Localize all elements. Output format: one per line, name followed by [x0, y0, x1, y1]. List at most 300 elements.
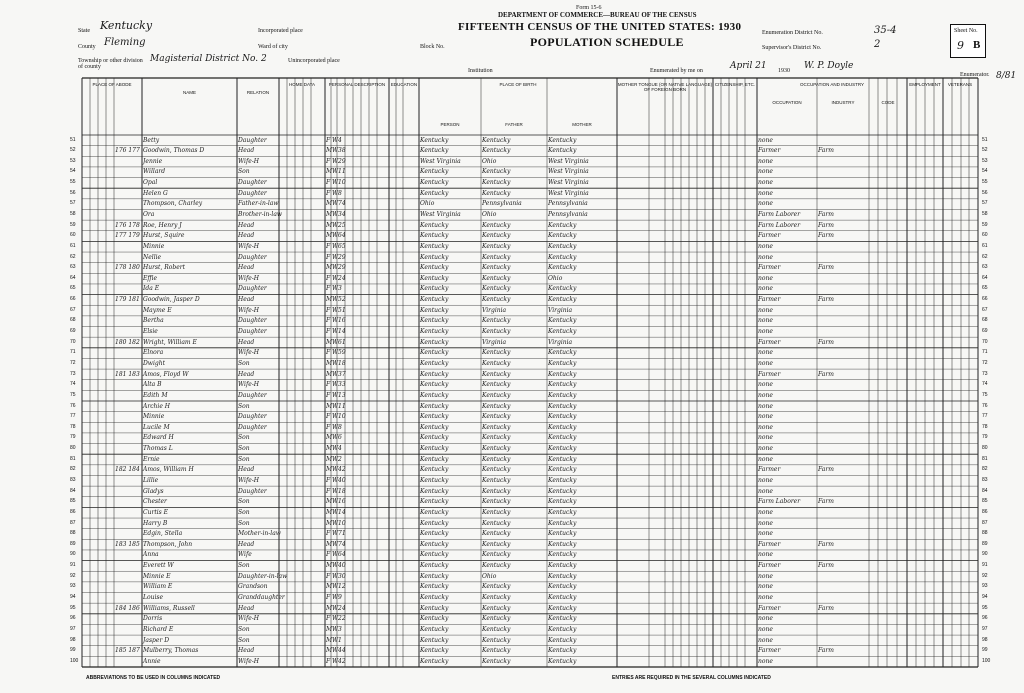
birthplace-father: Kentucky	[482, 274, 511, 282]
occupation: Farmer	[758, 370, 781, 378]
relation-to-head: Head	[238, 604, 255, 612]
sex: M	[326, 210, 333, 218]
person-name: Ora	[143, 210, 155, 218]
person-name: Curtis E	[143, 508, 169, 516]
state-label: State	[78, 28, 90, 34]
sex: F	[326, 274, 331, 282]
birthplace-person: Kentucky	[420, 445, 449, 453]
occupation: Farmer	[758, 147, 781, 155]
sheet-number-label: Sheet No.	[954, 28, 978, 34]
header-education: EDUCATION	[390, 82, 418, 87]
line-number-right: 80	[982, 445, 988, 452]
race: W	[332, 636, 339, 644]
race: W	[332, 498, 339, 506]
line-number-right: 52	[982, 147, 988, 154]
birthplace-person: Kentucky	[420, 179, 449, 187]
birthplace-person: Kentucky	[420, 359, 449, 367]
age: 9	[338, 594, 342, 602]
relation-to-head: Wife-H	[238, 615, 260, 623]
occupation: none	[758, 487, 773, 495]
age: 64	[338, 232, 346, 240]
person-name: Ida E	[143, 285, 160, 293]
age: 29	[338, 157, 346, 165]
age: 64	[338, 551, 346, 559]
race: W	[332, 147, 339, 155]
occupation: Farmer	[758, 562, 781, 570]
person-name: Ernie	[143, 455, 160, 463]
relation-to-head: Daughter	[238, 487, 267, 495]
relation-to-head: Son	[238, 445, 250, 453]
sex: F	[326, 317, 331, 325]
birthplace-father: Kentucky	[482, 317, 511, 325]
industry: Farm	[818, 498, 834, 506]
line-number-left: 55	[70, 179, 76, 186]
header-personal-description: PERSONAL DESCRIPTION	[328, 82, 386, 87]
sex: M	[326, 562, 333, 570]
birthplace-person: Kentucky	[420, 604, 449, 612]
person-name: Edith M	[143, 391, 168, 399]
line-number-right: 59	[982, 221, 988, 228]
sex: F	[326, 136, 331, 144]
line-number-right: 82	[982, 466, 988, 473]
birthplace-mother: Kentucky	[548, 391, 577, 399]
birthplace-father: Kentucky	[482, 413, 511, 421]
line-number-right: 95	[982, 604, 988, 611]
birthplace-person: Kentucky	[420, 317, 449, 325]
sex: M	[326, 147, 333, 155]
occupation: none	[758, 168, 773, 176]
relation-to-head: Head	[238, 221, 255, 229]
line-number-right: 89	[982, 540, 988, 547]
line-number-right: 87	[982, 519, 988, 526]
county-value: Fleming	[104, 37, 146, 48]
birthplace-person: Kentucky	[420, 519, 449, 527]
census-title: FIFTEENTH CENSUS OF THE UNITED STATES: 1930	[458, 21, 742, 33]
line-number-left: 67	[70, 306, 76, 313]
person-name: Jennie	[143, 157, 163, 165]
line-number-left: 84	[70, 487, 76, 494]
age: 3	[338, 625, 342, 633]
birthplace-person: Kentucky	[420, 168, 449, 176]
schedule-title: POPULATION SCHEDULE	[530, 35, 684, 49]
industry: Farm	[818, 296, 834, 304]
race: W	[332, 551, 339, 559]
birthplace-mother: Kentucky	[548, 647, 577, 655]
occupation: none	[758, 445, 773, 453]
race: W	[332, 647, 339, 655]
sex: F	[326, 253, 331, 261]
incorporated-place-label: Incorporated place	[258, 28, 303, 34]
sex: M	[326, 359, 333, 367]
sex: M	[326, 402, 333, 410]
occupation: Farmer	[758, 647, 781, 655]
birthplace-father: Kentucky	[482, 168, 511, 176]
birthplace-father: Kentucky	[482, 594, 511, 602]
industry: Farm	[818, 370, 834, 378]
race: W	[332, 434, 339, 442]
relation-to-head: Son	[238, 519, 250, 527]
age: 25	[338, 221, 346, 229]
line-number-right: 90	[982, 551, 988, 558]
race: W	[332, 604, 339, 612]
birthplace-mother: Kentucky	[548, 551, 577, 559]
line-number-right: 86	[982, 508, 988, 515]
age: 44	[338, 647, 346, 655]
industry: Farm	[818, 562, 834, 570]
line-number-right: 81	[982, 455, 988, 462]
line-number-right: 63	[982, 264, 988, 271]
sex: M	[326, 508, 333, 516]
birthplace-person: Kentucky	[420, 466, 449, 474]
birthplace-person: Kentucky	[420, 402, 449, 410]
age: 18	[338, 487, 346, 495]
occupation: none	[758, 391, 773, 399]
birthplace-mother: Kentucky	[548, 423, 577, 431]
birthplace-father: Kentucky	[482, 455, 511, 463]
sex: F	[326, 328, 331, 336]
enumerated-by-label: Enumerated by me on	[650, 68, 703, 74]
birthplace-person: Kentucky	[420, 242, 449, 250]
sex: M	[326, 583, 333, 591]
race: W	[332, 625, 339, 633]
relation-to-head: Grandson	[238, 583, 268, 591]
header-place-of-abode: PLACE OF ABODE	[92, 82, 132, 87]
birthplace-mother: Kentucky	[548, 349, 577, 357]
occupation: none	[758, 476, 773, 484]
relation-to-head: Son	[238, 359, 250, 367]
line-number-left: 60	[70, 232, 76, 239]
relation-to-head: Wife	[238, 551, 252, 559]
birthplace-person: Ohio	[420, 200, 435, 208]
sex: M	[326, 498, 333, 506]
race: W	[332, 242, 339, 250]
occupation: none	[758, 157, 773, 165]
birthplace-person: Kentucky	[420, 296, 449, 304]
county-label: County	[78, 44, 96, 50]
age: 10	[338, 179, 346, 187]
line-number-right: 92	[982, 572, 988, 579]
age: 2	[338, 455, 342, 463]
line-number-right: 88	[982, 530, 988, 537]
sex: F	[326, 476, 331, 484]
line-number-right: 76	[982, 402, 988, 409]
line-number-right: 91	[982, 562, 988, 569]
relation-to-head: Daughter	[238, 179, 267, 187]
relation-to-head: Granddaughter	[238, 594, 285, 602]
birthplace-mother: Kentucky	[548, 625, 577, 633]
race: W	[332, 594, 339, 602]
line-number-right: 62	[982, 253, 988, 260]
age: 30	[338, 572, 346, 580]
age: 74	[338, 540, 346, 548]
birthplace-person: Kentucky	[420, 274, 449, 282]
header-mother-tongue: MOTHER TONGUE (OR NATIVE LANGUAGE) OF FOREIGN BORN	[617, 82, 713, 92]
occupation: none	[758, 583, 773, 591]
race: W	[332, 349, 339, 357]
line-number-left: 89	[70, 540, 76, 547]
birthplace-father: Kentucky	[482, 476, 511, 484]
line-number-right: 70	[982, 338, 988, 345]
birthplace-mother: Kentucky	[548, 242, 577, 250]
occupation: Farm Laborer	[758, 498, 801, 506]
sex: F	[326, 349, 331, 357]
birthplace-mother: Kentucky	[548, 519, 577, 527]
race: W	[332, 168, 339, 176]
enumeration-district-value: 35-4	[874, 25, 897, 36]
birthplace-person: Kentucky	[420, 657, 449, 665]
relation-to-head: Wife-H	[238, 349, 260, 357]
person-name: Annie	[143, 657, 161, 665]
race: W	[332, 274, 339, 282]
age: 29	[338, 264, 346, 272]
sex: M	[326, 540, 333, 548]
race: W	[332, 370, 339, 378]
line-number-left: 62	[70, 253, 76, 260]
occupation: none	[758, 253, 773, 261]
birthplace-person: Kentucky	[420, 615, 449, 623]
line-number-right: 65	[982, 285, 988, 292]
birthplace-father: Kentucky	[482, 657, 511, 665]
birthplace-person: Kentucky	[420, 551, 449, 559]
line-number-left: 65	[70, 285, 76, 292]
sex: M	[326, 519, 333, 527]
birthplace-father: Kentucky	[482, 445, 511, 453]
birthplace-father: Kentucky	[482, 221, 511, 229]
person-name: Minnie E	[143, 572, 171, 580]
line-number-right: 57	[982, 200, 988, 207]
person-name: Anna	[143, 551, 159, 559]
age: 18	[338, 359, 346, 367]
line-number-left: 74	[70, 381, 76, 388]
sex: M	[326, 636, 333, 644]
line-number-left: 97	[70, 625, 76, 632]
age: 38	[338, 147, 346, 155]
person-name: Archie H	[143, 402, 171, 410]
sex: F	[326, 487, 331, 495]
line-number-right: 55	[982, 179, 988, 186]
industry: Farm	[818, 604, 834, 612]
sex: F	[326, 594, 331, 602]
occupation: none	[758, 349, 773, 357]
township-value: Magisterial District No. 2	[150, 54, 267, 64]
industry: Farm	[818, 221, 834, 229]
birthplace-mother: Kentucky	[548, 136, 577, 144]
person-name: Willard	[143, 168, 166, 176]
occupation: none	[758, 455, 773, 463]
occupation: none	[758, 551, 773, 559]
occupation: none	[758, 242, 773, 250]
industry: Farm	[818, 338, 834, 346]
line-number-left: 57	[70, 200, 76, 207]
person-name: Goodwin, Jasper D	[143, 296, 200, 304]
line-number-left: 100	[70, 657, 79, 664]
line-number-right: 99	[982, 647, 988, 654]
birthplace-person: Kentucky	[420, 455, 449, 463]
relation-to-head: Wife-H	[238, 381, 260, 389]
occupation: Farmer	[758, 540, 781, 548]
relation-to-head: Daughter	[238, 189, 267, 197]
birthplace-person: West Virginia	[420, 210, 461, 218]
line-number-left: 92	[70, 572, 76, 579]
person-name: Edward H	[143, 434, 174, 442]
birthplace-father: Kentucky	[482, 349, 511, 357]
line-number-right: 97	[982, 625, 988, 632]
header-place-of-birth: PLACE OF BIRTH	[499, 82, 537, 87]
sex: M	[326, 625, 333, 633]
sex: F	[326, 551, 331, 559]
age: 71	[338, 530, 346, 538]
industry: Farm	[818, 647, 834, 655]
line-number-left: 91	[70, 562, 76, 569]
occupation: none	[758, 519, 773, 527]
person-name: Alta B	[143, 381, 162, 389]
sex: F	[326, 189, 331, 197]
relation-to-head: Son	[238, 636, 250, 644]
birthplace-mother: Kentucky	[548, 657, 577, 665]
birthplace-father: Kentucky	[482, 562, 511, 570]
person-name: William E	[143, 583, 173, 591]
sex: M	[326, 200, 333, 208]
birthplace-father: Kentucky	[482, 583, 511, 591]
race: W	[332, 508, 339, 516]
race: W	[332, 572, 339, 580]
enumeration-district-label: Enumeration District No.	[762, 30, 823, 36]
birthplace-mother: Kentucky	[548, 562, 577, 570]
birthplace-father: Kentucky	[482, 285, 511, 293]
birthplace-person: Kentucky	[420, 625, 449, 633]
birthplace-mother: Kentucky	[548, 508, 577, 516]
birthplace-father: Kentucky	[482, 189, 511, 197]
birthplace-mother: Virginia	[548, 306, 573, 314]
race: W	[332, 583, 339, 591]
line-number-right: 60	[982, 232, 988, 239]
line-number-left: 72	[70, 359, 76, 366]
birthplace-father: Kentucky	[482, 359, 511, 367]
line-number-right: 73	[982, 370, 988, 377]
birthplace-person: Kentucky	[420, 594, 449, 602]
dwelling-family-number: 184 186	[115, 604, 140, 612]
occupation: none	[758, 200, 773, 208]
footer-abbreviations-title: ABBREVIATIONS TO BE USED IN COLUMNS INDICATED	[86, 675, 221, 681]
sex: F	[326, 413, 331, 421]
birthplace-mother: Kentucky	[548, 147, 577, 155]
age: 13	[338, 391, 346, 399]
header-veterans: VETERANS	[947, 82, 973, 87]
birthplace-father: Kentucky	[482, 391, 511, 399]
person-name: Roe, Henry J	[143, 221, 182, 229]
age: 59	[338, 349, 346, 357]
ward-label: Ward of city	[258, 44, 288, 50]
relation-to-head: Wife-H	[238, 476, 260, 484]
birthplace-person: Kentucky	[420, 338, 449, 346]
sex: M	[326, 264, 333, 272]
line-number-left: 69	[70, 328, 76, 335]
race: W	[332, 136, 339, 144]
person-name: Hurst, Robert	[143, 264, 186, 272]
birthplace-father: Kentucky	[482, 530, 511, 538]
occupation: none	[758, 413, 773, 421]
birthplace-mother: Kentucky	[548, 498, 577, 506]
birthplace-mother: West Virginia	[548, 157, 589, 165]
line-number-left: 58	[70, 210, 76, 217]
age: 10	[338, 413, 346, 421]
sex: F	[326, 285, 331, 293]
line-number-right: 69	[982, 328, 988, 335]
birthplace-father: Kentucky	[482, 423, 511, 431]
birthplace-person: Kentucky	[420, 189, 449, 197]
line-number-right: 93	[982, 583, 988, 590]
race: W	[332, 221, 339, 229]
birthplace-person: Kentucky	[420, 487, 449, 495]
birthplace-mother: West Virginia	[548, 189, 589, 197]
birthplace-person: Kentucky	[420, 306, 449, 314]
race: W	[332, 476, 339, 484]
race: W	[332, 381, 339, 389]
occupation: none	[758, 274, 773, 282]
line-number-right: 79	[982, 434, 988, 441]
line-number-left: 53	[70, 157, 76, 164]
birthplace-father: Ohio	[482, 157, 497, 165]
birthplace-person: Kentucky	[420, 583, 449, 591]
relation-to-head: Daughter	[238, 253, 267, 261]
occupation: none	[758, 625, 773, 633]
relation-to-head: Daughter	[238, 423, 267, 431]
header-citizenship: CITIZENSHIP, ETC.	[714, 82, 756, 87]
person-name: Minnie	[143, 413, 165, 421]
birthplace-mother: Kentucky	[548, 253, 577, 261]
sex: M	[326, 338, 333, 346]
line-number-right: 75	[982, 391, 988, 398]
age: 74	[338, 200, 346, 208]
sex: M	[326, 370, 333, 378]
line-number-left: 75	[70, 391, 76, 398]
birthplace-father: Kentucky	[482, 370, 511, 378]
birthplace-person: Kentucky	[420, 381, 449, 389]
birthplace-mother: Kentucky	[548, 328, 577, 336]
line-number-left: 88	[70, 530, 76, 537]
sex: F	[326, 391, 331, 399]
dwelling-family-number: 183 185	[115, 540, 140, 548]
birthplace-person: Kentucky	[420, 636, 449, 644]
relation-to-head: Son	[238, 455, 250, 463]
line-number-right: 96	[982, 615, 988, 622]
line-number-left: 83	[70, 476, 76, 483]
line-number-left: 85	[70, 498, 76, 505]
person-name: Effie	[143, 274, 158, 282]
race: W	[332, 189, 339, 197]
person-name: Amos, William H	[143, 466, 194, 474]
line-number-left: 76	[70, 402, 76, 409]
line-number-right: 64	[982, 274, 988, 281]
line-number-right: 51	[982, 136, 988, 143]
enumeration-date: April 21	[730, 61, 767, 71]
township-label: Township or other division of county	[78, 58, 143, 70]
occupation: Farmer	[758, 466, 781, 474]
line-number-left: 52	[70, 147, 76, 154]
header-relation: RELATION	[246, 90, 270, 95]
sex: M	[326, 434, 333, 442]
birthplace-mother: Kentucky	[548, 264, 577, 272]
race: W	[332, 264, 339, 272]
birthplace-father: Kentucky	[482, 381, 511, 389]
occupation: Farmer	[758, 296, 781, 304]
birthplace-mother: Kentucky	[548, 381, 577, 389]
relation-to-head: Daughter	[238, 317, 267, 325]
person-name: Williams, Russell	[143, 604, 195, 612]
sex: M	[326, 647, 333, 655]
occupation: none	[758, 530, 773, 538]
race: W	[332, 445, 339, 453]
